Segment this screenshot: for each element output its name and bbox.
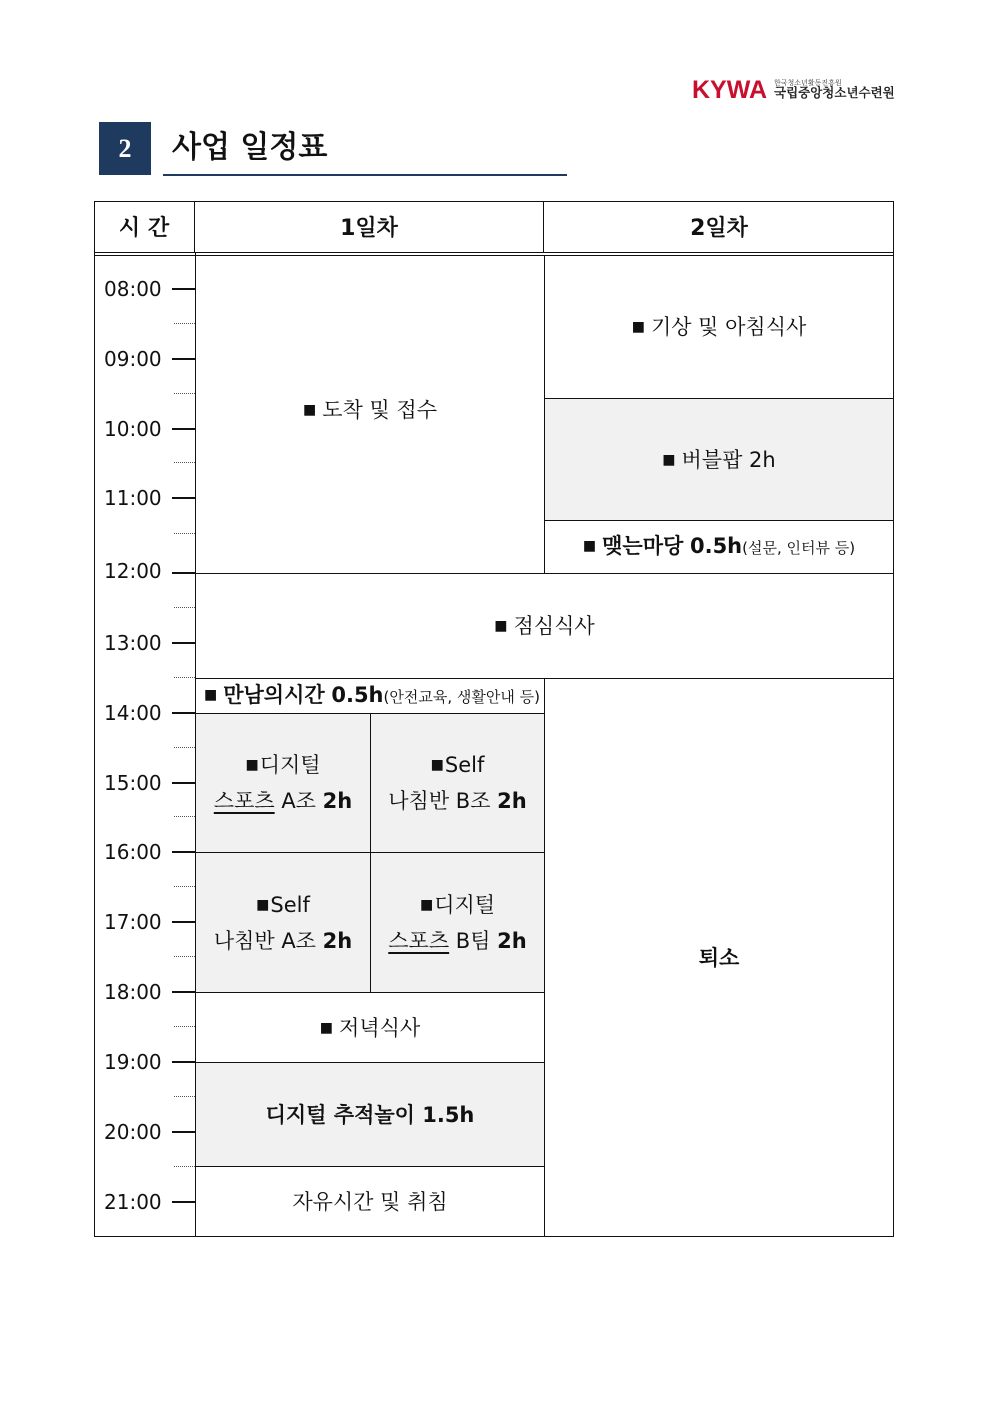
half-hour-mark xyxy=(174,393,195,394)
slot2-right-line1: 디지털 xyxy=(434,892,496,917)
bullet-icon: ■ xyxy=(256,896,270,913)
slot2-left-line2: 나침반 A조 xyxy=(213,928,323,953)
hour-tick xyxy=(172,991,195,993)
departure-label: 퇴소 xyxy=(698,945,740,970)
day1-arrival-cell xyxy=(195,255,545,574)
arrival-label: 도착 및 접수 xyxy=(322,397,437,422)
hour-tick xyxy=(172,1131,195,1133)
slot2-right-sports: 스포츠 xyxy=(388,928,450,953)
bullet-icon: ■ xyxy=(245,757,259,773)
slot1-left-group: A조 xyxy=(274,789,323,813)
time-label: 11:00 xyxy=(104,486,162,510)
logo-org-name: 국립중앙청소년수련원 xyxy=(774,85,895,100)
hour-tick xyxy=(172,572,195,574)
half-hour-mark xyxy=(174,1166,195,1167)
hour-tick xyxy=(172,288,195,290)
half-hour-mark xyxy=(174,886,195,887)
time-label: 21:00 xyxy=(104,1190,162,1214)
section-title: 사업 일정표 xyxy=(172,130,328,165)
lunch-cell xyxy=(195,573,894,679)
slot2-left-duration: 2h xyxy=(322,928,353,953)
meeting-note: (안전교육, 생활안내 등) xyxy=(383,688,540,706)
half-hour-mark xyxy=(174,1026,195,1027)
day2-bubble-cell xyxy=(544,398,894,521)
lunch-label: 점심식사 xyxy=(513,614,595,638)
dinner-label: 저녁식사 xyxy=(339,1015,421,1040)
half-hour-mark xyxy=(174,677,195,678)
header-day1: 1일차 xyxy=(195,201,544,252)
day1-dinner-cell xyxy=(195,992,545,1063)
half-hour-mark xyxy=(174,462,195,463)
time-label: 16:00 xyxy=(104,840,162,864)
slot2-right-group: B팀 xyxy=(449,928,498,953)
wakeup-label: 기상 및 아침식사 xyxy=(650,315,807,339)
kywa-logo xyxy=(692,77,767,103)
night-program-label: 디지털 추적놀이 1.5h xyxy=(265,1102,475,1127)
time-label: 18:00 xyxy=(104,980,162,1004)
slot2-right-duration: 2h xyxy=(497,928,527,953)
time-label: 12:00 xyxy=(104,559,162,583)
hour-tick xyxy=(172,782,195,784)
header-divider xyxy=(94,252,894,253)
day1-slot2-right-cell xyxy=(370,852,545,993)
slot1-left-line1: 디지털 xyxy=(259,753,321,777)
time-label: 20:00 xyxy=(104,1120,162,1144)
logo-mark-text: KYWA xyxy=(692,76,767,104)
day1-slot2-left-cell xyxy=(195,852,371,993)
bullet-icon: ■ xyxy=(319,1019,334,1036)
free-time-label: 자유시간 및 취침 xyxy=(292,1189,448,1214)
slot1-left-sports: 스포츠 xyxy=(213,789,275,813)
closing-note: (설문, 인터뷰 등) xyxy=(742,539,856,557)
day2-wakeup-cell xyxy=(544,255,894,399)
slot1-right-line2: 나침반 B조 xyxy=(388,789,498,813)
time-label: 08:00 xyxy=(104,277,162,301)
half-hour-mark xyxy=(174,816,195,817)
hour-tick xyxy=(172,851,195,853)
meeting-title: 만남의시간 xyxy=(223,683,325,707)
bubble-label: 버블팝 2h xyxy=(681,447,776,472)
section-underline xyxy=(163,174,567,176)
day2-departure-cell xyxy=(544,678,894,1237)
header-day2: 2일차 xyxy=(690,216,748,241)
slot1-right-line1: Self xyxy=(444,753,485,777)
hour-tick xyxy=(172,642,195,644)
bullet-icon: ■ xyxy=(419,896,434,913)
day1-slot1-left-cell xyxy=(195,713,371,853)
half-hour-mark xyxy=(174,956,195,957)
bullet-icon: ■ xyxy=(582,538,597,554)
hour-tick xyxy=(172,712,195,714)
time-label: 19:00 xyxy=(104,1050,162,1074)
time-label: 17:00 xyxy=(104,910,162,934)
bullet-icon: ■ xyxy=(204,687,218,703)
bullet-icon: ■ xyxy=(631,319,645,335)
time-label: 15:00 xyxy=(104,771,162,795)
day1-slot1-right-cell xyxy=(370,713,545,853)
half-hour-mark xyxy=(174,533,195,534)
closing-duration: 0.5h xyxy=(689,534,743,558)
logo-org-small: 한국청소년활동진흥원 xyxy=(774,79,842,87)
hour-tick xyxy=(172,428,195,430)
hour-tick xyxy=(172,921,195,923)
time-label: 10:00 xyxy=(104,417,162,441)
slot2-left-line1: Self xyxy=(270,892,310,917)
slot1-left-duration: 2h xyxy=(322,789,353,813)
day1-free-time-cell xyxy=(195,1166,545,1237)
slot1-right-duration: 2h xyxy=(497,789,527,813)
time-label: 14:00 xyxy=(104,701,162,725)
closing-title: 맺는마당 xyxy=(602,534,684,558)
hour-tick xyxy=(172,358,195,360)
day2-closing-cell xyxy=(544,520,894,574)
header-time: 시 간 xyxy=(94,201,195,252)
half-hour-mark xyxy=(174,607,195,608)
hour-tick xyxy=(172,1061,195,1063)
half-hour-mark xyxy=(174,747,195,748)
meeting-duration: 0.5h xyxy=(331,683,384,707)
bullet-icon: ■ xyxy=(662,451,676,468)
time-label: 13:00 xyxy=(104,631,162,655)
time-label: 09:00 xyxy=(104,347,162,371)
hour-tick xyxy=(172,497,195,499)
half-hour-mark xyxy=(174,1096,195,1097)
bullet-icon: ■ xyxy=(430,757,444,773)
bullet-icon: ■ xyxy=(494,618,508,634)
day1-night-program-cell xyxy=(195,1062,545,1167)
day1-meeting-cell xyxy=(195,678,545,714)
bullet-icon: ■ xyxy=(302,401,317,418)
section-number: 2 xyxy=(99,122,151,175)
hour-tick xyxy=(172,1201,195,1203)
half-hour-mark xyxy=(174,323,195,324)
